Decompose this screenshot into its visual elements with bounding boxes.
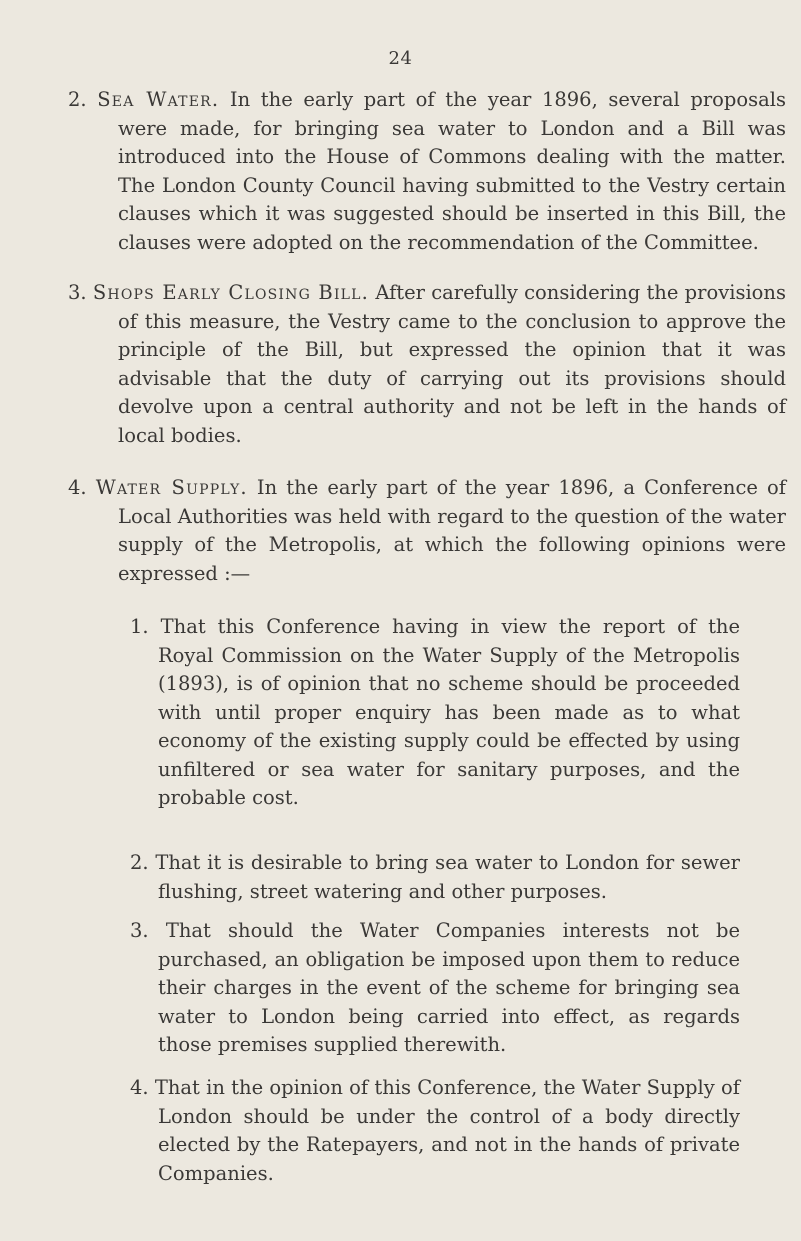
section-heading: Water Supply. — [95, 476, 248, 499]
section-heading: Shops Early Closing Bill. — [92, 281, 370, 304]
opinion-text: That should the Water Companies interests not be purchased, an obligation be imposed upon them to reduce their charges in the event of the scheme for bringing sea water to London being carried into effect, as regards those premises supplied therewith. — [158, 919, 741, 1056]
opinion-number: 3. — [130, 919, 149, 942]
opinion-text: That in the opinion of this Conference, the Water Supply of London should be under the control of a body directly elected by the Ratepayers, and not in the hands of private Companies. — [154, 1076, 740, 1185]
opinion-number: 4. — [130, 1076, 149, 1099]
opinion-item — [130, 1074, 740, 1188]
opinion-text: That it is desirable to bring sea water to London for sewer flushing, street watering and other purposes. — [155, 851, 740, 903]
opinion-text: That this Conference having in view the report of the Royal Commission on the Water Supply of the Metropolis (1893), is of opinion that no scheme should be proceeded with until proper enquiry has been made as to what economy of the existing supply could be effected by using unfiltered or sea water for sanitary purposes, and the probable cost. — [158, 615, 741, 809]
section-text: In the early part of the year 1896, a Conference of Local Authorities was held with regard to the question of the water supply of the Metropolis, at which the following opinions were expressed :— — [118, 476, 787, 585]
section-sea-water — [68, 86, 786, 257]
opinion-item — [130, 613, 740, 813]
section-text: After carefully considering the provisions of this measure, the Vestry came to the conclusion to approve the principle of the Bill, but expressed the opinion that it was advisable that the duty of carrying out its provisions should devolve upon a central authority and not be left in the hands of local bodies. — [118, 281, 786, 447]
opinion-item — [130, 917, 740, 1060]
section-number: 3. — [68, 281, 87, 304]
section-number: 2. — [68, 88, 87, 111]
section-number: 4. — [68, 476, 87, 499]
opinion-item — [130, 849, 740, 906]
section-text: In the early part of the year 1896, several proposals were made, for bringing sea water to London and a Bill was introduced into the House of Commons dealing with the matter. The London County Council having submitted to the Vestry certain clauses which it was suggested should be inserted in this Bill, the clauses were adopted on the recommendation of the Committee. — [118, 88, 786, 254]
page-number: 24 — [388, 48, 413, 69]
section-water-supply — [68, 474, 786, 588]
opinion-number: 2. — [130, 851, 149, 874]
section-heading: Sea Water. — [97, 88, 220, 111]
section-shops-early-closing-bill — [68, 279, 786, 450]
opinion-number: 1. — [130, 615, 149, 638]
